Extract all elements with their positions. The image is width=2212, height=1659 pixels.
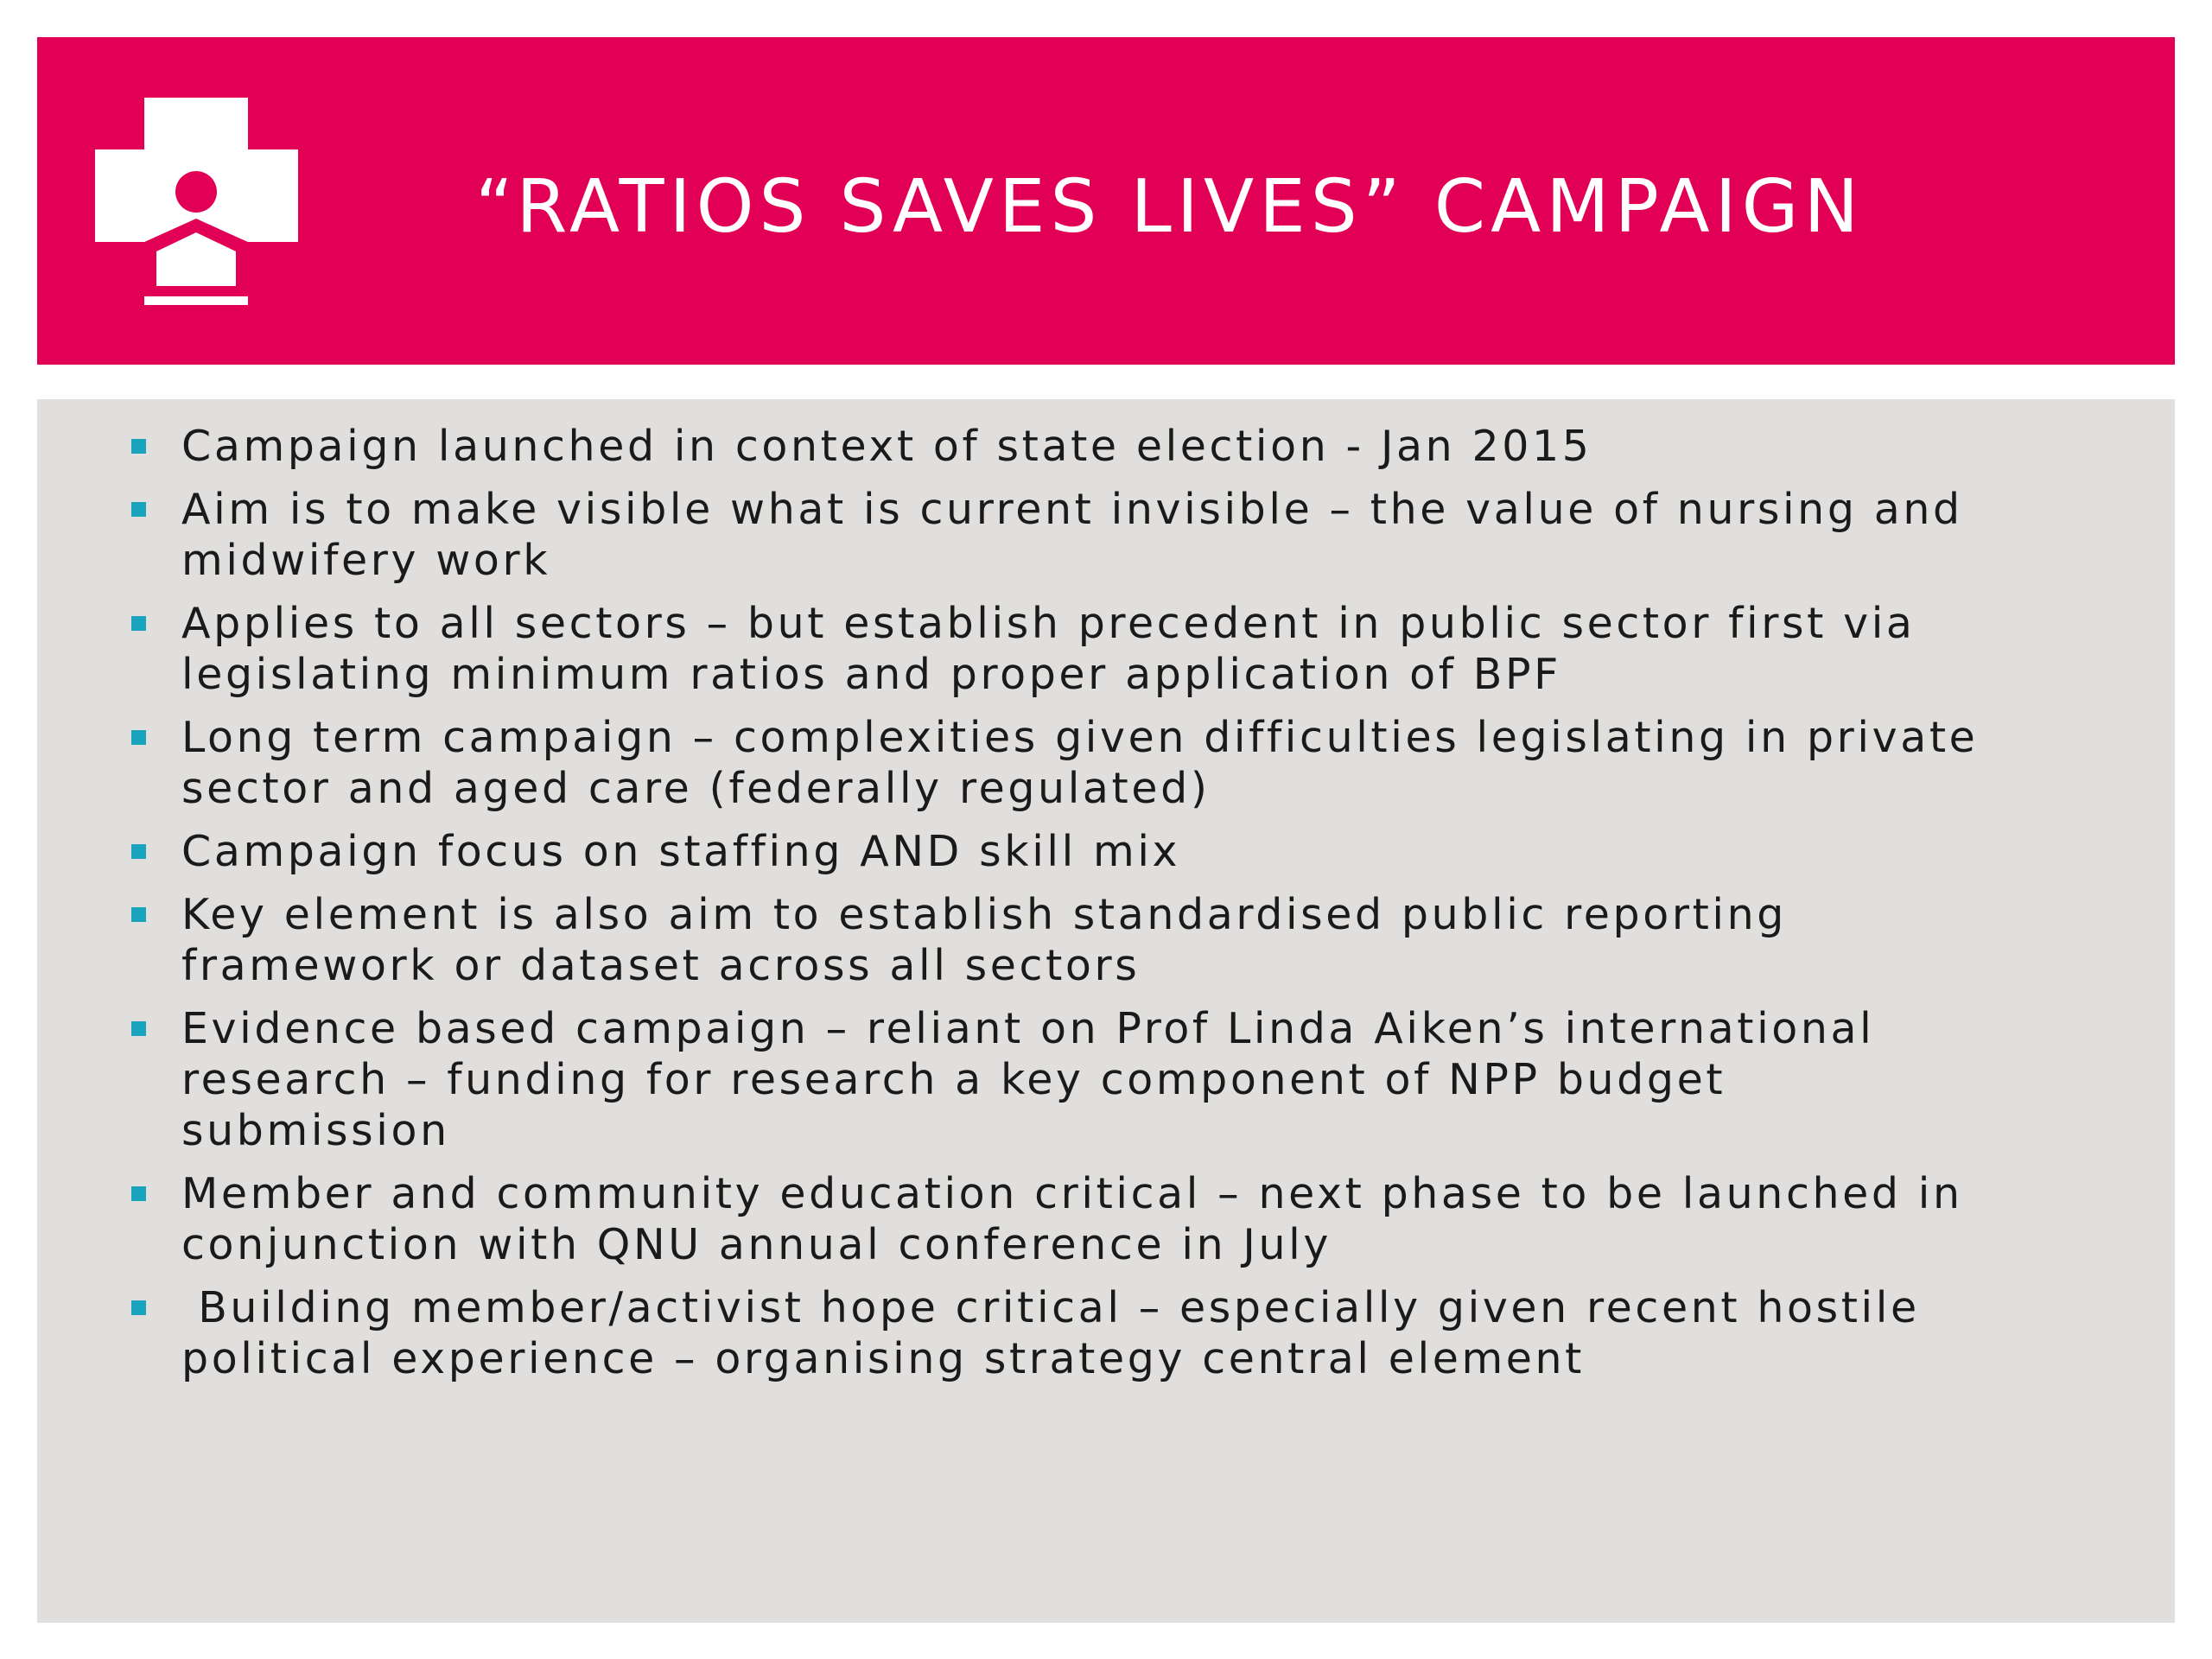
bullet-text-line: Key element is also aim to establish standardised public reporting	[181, 890, 1787, 939]
bullet-square-icon	[131, 439, 146, 454]
bullet-text-line: Campaign focus on staffing AND skill mix	[181, 827, 1181, 876]
bullet-item	[181, 1282, 2117, 1384]
bullet-item	[181, 712, 2117, 814]
bullet-item	[181, 826, 2117, 877]
bullet-square-icon	[131, 1300, 146, 1315]
bullet-square-icon	[131, 502, 146, 517]
bullet-text-line: conjunction with QNU annual conference in July	[181, 1220, 1332, 1269]
bullet-text-line: Member and community education critical – next phase to be launched in	[181, 1169, 1963, 1218]
bullet-square-icon	[131, 1186, 146, 1201]
bullet-item	[181, 598, 2117, 700]
nurse-cross-icon	[95, 98, 298, 305]
bullet-text-line: political experience – organising strategy central element	[181, 1334, 1585, 1383]
bullet-text-line: Building member/activist hope critical – especially given recent hostile	[181, 1283, 1920, 1332]
bullet-square-icon	[131, 844, 146, 859]
bullet-text-line: midwifery work	[181, 536, 551, 585]
bullet-text-line: sector and aged care (federally regulated)	[181, 764, 1211, 813]
bullet-item	[181, 421, 2117, 472]
bullet-text-line: framework or dataset across all sectors	[181, 941, 1141, 990]
slide-title: “RATIOS SAVES LIVES” CAMPAIGN	[475, 164, 1865, 250]
bullet-item	[181, 1003, 2117, 1156]
bullet-text-line: Evidence based campaign – reliant on Prof Linda Aiken’s international	[181, 1004, 1875, 1053]
bullet-square-icon	[131, 730, 146, 745]
bullet-item	[181, 484, 2117, 586]
bullet-square-icon	[131, 907, 146, 922]
bullet-text-line: research – funding for research a key component of NPP budget	[181, 1055, 1726, 1104]
bullet-square-icon	[131, 1021, 146, 1036]
bullet-list	[181, 421, 2117, 1396]
bullet-text-line: legislating minimum ratios and proper application of BPF	[181, 650, 1561, 699]
bullet-text-line: Applies to all sectors – but establish precedent in public sector first via	[181, 599, 1916, 648]
bullet-item	[181, 1168, 2117, 1270]
bullet-text-line: Long term campaign – complexities given difficulties legislating in private	[181, 713, 1979, 762]
bullet-item	[181, 889, 2117, 991]
bullet-text-line: submission	[181, 1106, 450, 1155]
bullet-text-line: Campaign launched in context of state election - Jan 2015	[181, 422, 1592, 471]
bullet-square-icon	[131, 616, 146, 631]
bullet-text-line: Aim is to make visible what is current invisible – the value of nursing and	[181, 485, 1963, 534]
